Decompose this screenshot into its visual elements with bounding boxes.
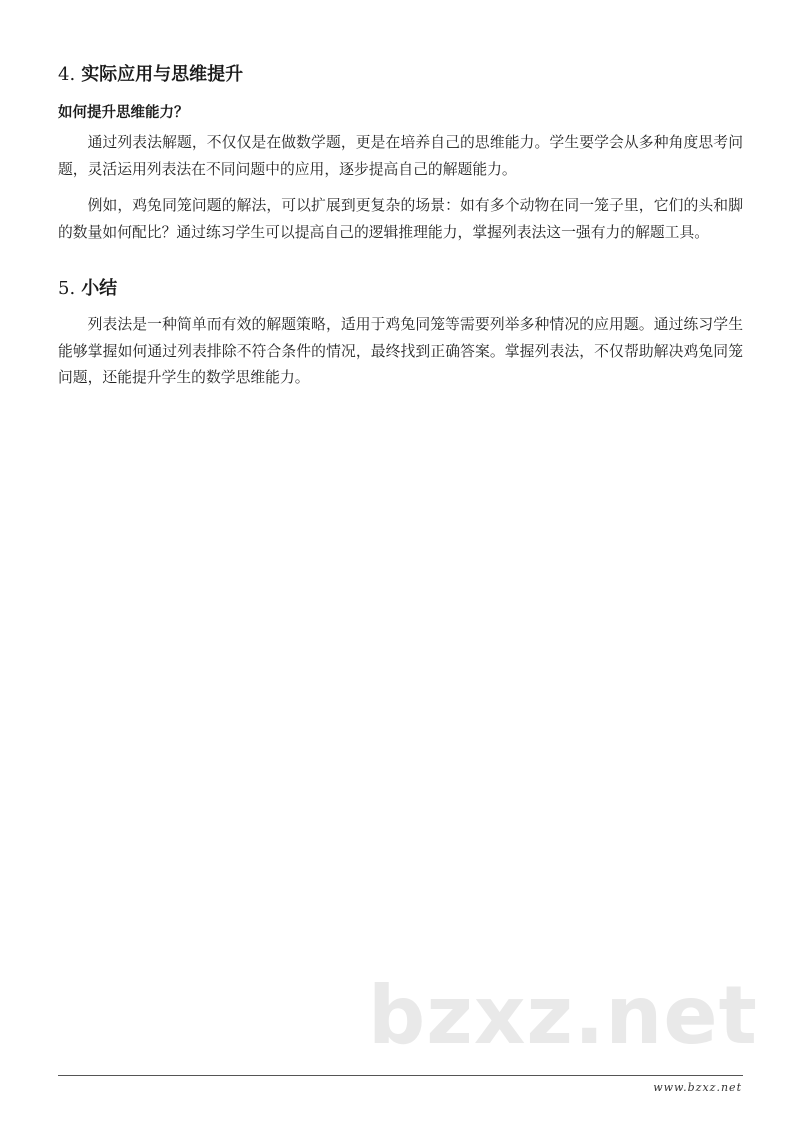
footer-url: www.bzxz.net xyxy=(653,1081,742,1094)
section-spacer xyxy=(58,256,743,276)
section-4-subheading: 如何提升思维能力？ xyxy=(58,105,189,121)
section-4-title: 实际应用与思维提升 xyxy=(81,64,244,85)
section-5-title: 小结 xyxy=(81,278,118,299)
section-5-paragraph-1: 列表法是一种简单而有效的解题策略，适用于鸡兔同笼等需要列举多种情况的应用题。通过练习学生能够掌握如何通过列表排除不符合条件的情况，最终找到正确答案。掌握列表法，不仅帮助解决鸡兔同笼问题，还能提升学生的数学思维能力。 xyxy=(58,316,743,386)
section-4-paragraph-1: 通过列表法解题，不仅仅是在做数学题，更是在培养自己的思维能力。学生要学会从多种角度思考问题，灵活运用列表法在不同问题中的应用，逐步提高自己的解题能力。 xyxy=(58,134,743,178)
watermark: bzxz.net xyxy=(368,969,758,1062)
section-4-heading xyxy=(58,62,743,88)
footer-divider xyxy=(58,1075,743,1076)
page-content xyxy=(58,62,743,402)
section-4-paragraph-2: 例如，鸡兔同笼问题的解法，可以扩展到更复杂的场景：如有多个动物在同一笼子里，它们的头和脚的数量如何配比？通过练习学生可以提高自己的逻辑推理能力，掌握列表法这一强有力的解题工具。 xyxy=(58,197,743,241)
section-4-number: 4. xyxy=(58,64,76,85)
section-5-heading xyxy=(58,276,743,302)
section-5-number: 5. xyxy=(58,278,76,299)
